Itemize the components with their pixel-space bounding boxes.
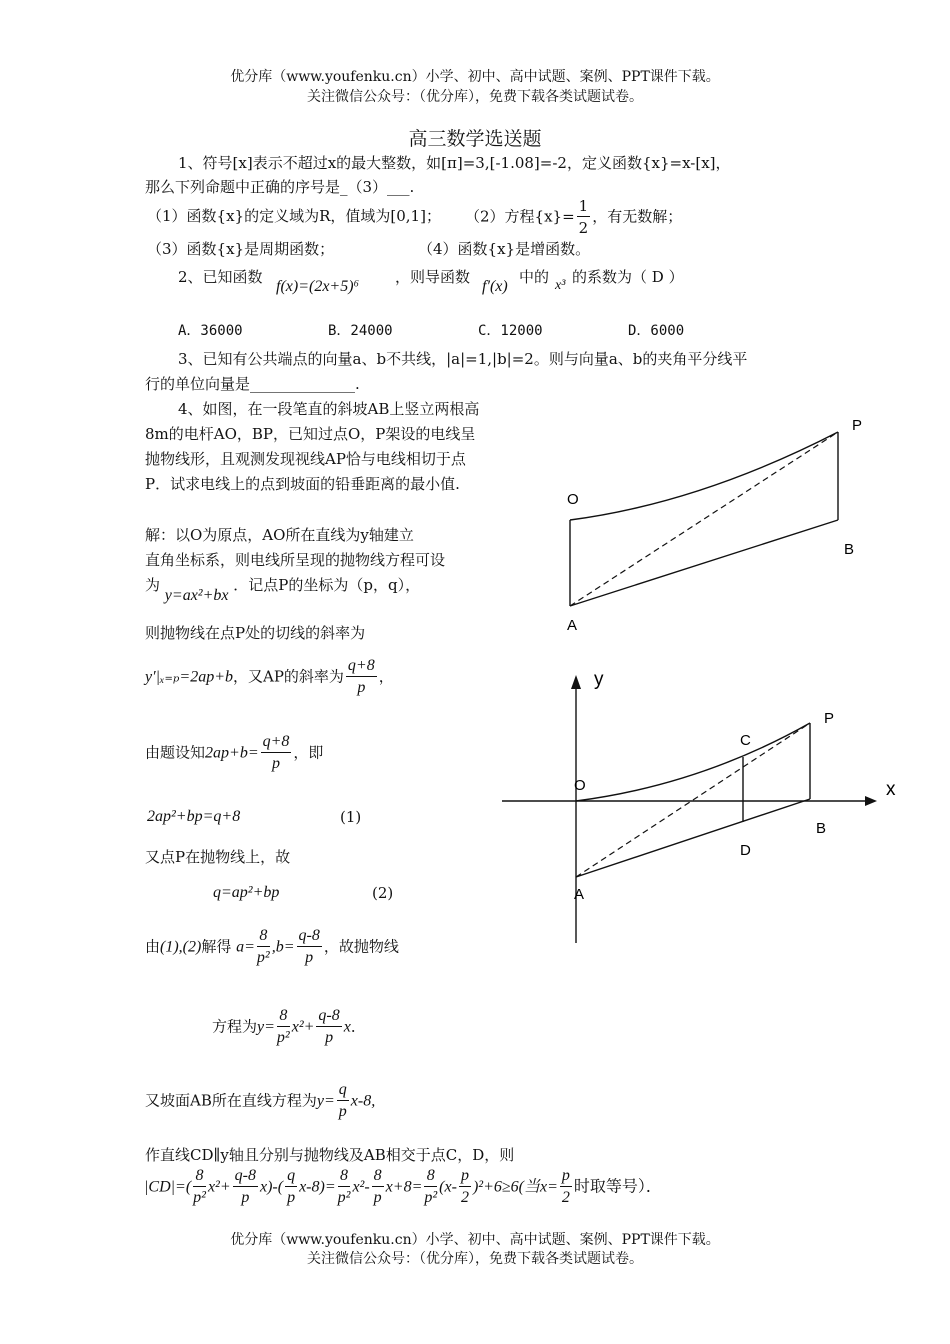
q2-choice-c: C．12000 (478, 323, 543, 339)
sol-term: x)-( (259, 1178, 284, 1196)
q4-line-4: P．试求电线上的点到坡面的铅垂距离的最小值. (145, 475, 460, 493)
sol-line-5 (145, 656, 394, 699)
y-axis-arrow-icon (571, 675, 581, 689)
header-line-2: 关注微信公众号：（优分库），免费下载各类试题试卷。 (307, 89, 643, 105)
numerator: 8 (424, 1166, 437, 1187)
denominator: 2 (561, 1189, 570, 1206)
sol-line-5-post: ， (378, 667, 394, 686)
denominator: p² (337, 1189, 351, 1206)
segment-ap-dashed (576, 723, 810, 877)
numerator: p (560, 1166, 572, 1187)
sol-eq-y: y= (257, 1018, 275, 1036)
denominator: p² (193, 1189, 206, 1206)
sol-ref: (1),(2) (160, 938, 202, 956)
q2-choice-d: D．6000 (628, 323, 685, 339)
sol-line-5-mid: ，又AP的斜率为 (232, 667, 344, 686)
denominator: 2 (460, 1189, 469, 1206)
sol-line-12 (145, 1080, 375, 1123)
fraction (560, 1166, 572, 1209)
q4-line-3: 抛物线形，且观测发现视线AP恰与电线相切于点 (145, 450, 466, 468)
label-b: B (816, 820, 827, 837)
fraction (346, 656, 377, 699)
page-title: 高三数学选送题 (408, 128, 542, 150)
label-a: A (567, 617, 578, 634)
numerator: q-8 (233, 1166, 258, 1187)
sol-line-12-pre: 又坡面AB所在直线方程为 (145, 1091, 317, 1110)
fraction (261, 732, 292, 775)
denominator: p (241, 1189, 250, 1206)
sol-line-6-pre: 由题设知 (145, 743, 206, 762)
sol-term: x²+ (291, 1018, 315, 1036)
q1-option-4: （4）函数{x}是增函数。 (418, 240, 591, 258)
numerator: q+8 (346, 656, 377, 677)
sol-eq-parabola: y=ax²+bx (164, 587, 229, 604)
sol-line-10-post: ，故抛物线 (323, 937, 399, 956)
sol-line-3-post: ．记点P的坐标为（p，q）， (233, 576, 421, 594)
q3-line-1: 3、已知有公共端点的向量a、b不共线，|a|=1,|b|=2。则与向量a、b的夹角平分线平 (178, 350, 748, 368)
sol-term: x+8= (385, 1178, 423, 1196)
sol-line-3 (145, 574, 421, 604)
fraction (297, 926, 322, 969)
sol-line-13: 作直线CD∥y轴且分别与抛物线及AB相交于点C，D，则 (145, 1146, 515, 1164)
label-d: D (740, 842, 751, 859)
header-line-1: 优分库（www.youfenku.cn）小学、初中、高中试题、案例、PPT课件下载。 (230, 69, 720, 85)
q2-choice-b: B．24000 (328, 323, 393, 339)
q1-line-1: 1、符号[x]表示不超过x的最大整数，如[π]=3,[-1.08]=-2，定义函数{x}=x-[x]， (178, 154, 731, 172)
numerator: 8 (193, 1166, 206, 1187)
sol-line-2: 直角坐标系，则电线所呈现的抛物线方程可设 (145, 551, 446, 569)
label-c: C (740, 732, 751, 749)
q1-option-3: （3）函数{x}是周期函数； (147, 240, 335, 258)
fraction (233, 1166, 258, 1209)
segment-ab (576, 799, 810, 877)
sol-line-10 (145, 926, 399, 969)
fraction (285, 1166, 297, 1209)
sol-line-8: 又点P在抛物线上，故 (145, 848, 291, 866)
sol-eq-1: 2ap²+bp=q+8 (147, 808, 241, 825)
q1-option-2 (465, 196, 682, 239)
q2-prefix: 2、已知函数 (178, 268, 263, 286)
sol-eq-1-tag: (1) (340, 808, 362, 826)
denominator: p² (424, 1189, 438, 1206)
q1-option-1: （1）函数{x}的定义域为R，值域为[0,1]； (147, 207, 441, 225)
q2-mid2: 中的 (519, 268, 550, 286)
label-p: P (852, 417, 863, 434)
fraction (577, 196, 591, 239)
sol-line-10-mid: 解得 (201, 937, 232, 956)
sol-term: |CD|=( (144, 1178, 192, 1196)
sol-eq-slope: y′|ₓ₌ₚ=2ap+b (145, 668, 233, 686)
q3-line-2: 行的单位向量是______________. (145, 375, 360, 393)
denominator: p (325, 1029, 334, 1046)
q1-option-2-tail: ，有无数解； (592, 207, 683, 226)
fraction (193, 1166, 206, 1209)
denominator: p (287, 1189, 296, 1206)
footer-line-1: 优分库（www.youfenku.cn）小学、初中、高中试题、案例、PPT课件下载。 (230, 1232, 720, 1248)
footer-line-2: 关注微信公众号：（优分库），免费下载各类试题试卷。 (307, 1251, 643, 1267)
slope-ab (570, 520, 838, 606)
q2-power: x³ (555, 278, 566, 293)
fraction (424, 1166, 437, 1209)
sol-term: 时取等号）． (573, 1178, 662, 1196)
numerator: p (459, 1166, 471, 1187)
denominator: p (305, 949, 314, 966)
sol-line-6 (145, 732, 323, 775)
label-x: x (886, 779, 896, 800)
sol-line-1: 解：以O为原点，AO所在直线为y轴建立 (145, 526, 414, 544)
q2-derivative: f′(x) (482, 278, 508, 295)
q1-option-2-text: （2）方程{x}= (465, 207, 575, 226)
sol-term: x²- (352, 1178, 370, 1196)
fraction (277, 1006, 290, 1049)
sol-line-10-pre: 由 (145, 937, 161, 956)
label-p: P (824, 710, 835, 727)
q1-line-2: 那么下列命题中正确的序号是_（3）___. (145, 178, 415, 196)
parabola-curve (576, 723, 810, 801)
denominator: p (357, 679, 366, 696)
q2-choice-a: A．36000 (178, 323, 243, 339)
q2-function: f(x)=(2x+5)⁶ (276, 278, 360, 295)
denominator: p (338, 1103, 347, 1120)
denominator: p² (276, 1029, 290, 1046)
fraction (337, 1080, 349, 1123)
sol-eq-2: q=ap²+bp (213, 884, 280, 901)
coordinate-figure (500, 665, 910, 950)
sol-line-6-post: ，即 (293, 743, 324, 762)
q4-line-2: 8m的电杆AO，BP，已知过点O，P架设的电线呈 (145, 425, 476, 443)
sol-line-3-pre: 为 (145, 576, 161, 594)
sol-term: )²+6≥6(当x= (472, 1178, 558, 1196)
q4-line-1: 4、如图，在一段笔直的斜坡AB上竖立两根高 (178, 400, 480, 418)
label-a: A (574, 886, 585, 903)
numerator: 8 (257, 926, 270, 947)
sightline-ap (570, 432, 838, 606)
sol-line-4: 则抛物线在点P处的切线的斜率为 (145, 624, 366, 642)
x-axis-arrow-icon (865, 796, 877, 806)
sol-line-11-post: ． (350, 1017, 366, 1036)
numerator: 8 (338, 1166, 351, 1187)
fraction (257, 926, 270, 969)
sol-eq-2-tag: (2) (372, 884, 394, 902)
label-b: B (844, 541, 855, 558)
denominator: p (272, 755, 280, 772)
numerator: q-8 (316, 1006, 341, 1027)
numerator: 8 (372, 1166, 384, 1187)
sol-term: x-8, (350, 1092, 376, 1110)
q2-mid: ，则导函数 (395, 268, 471, 286)
label-o: O (574, 777, 586, 794)
denominator: p (373, 1189, 382, 1206)
sol-term: (x- (439, 1178, 457, 1196)
numerator: q-8 (297, 926, 322, 947)
sol-line-14 (144, 1166, 662, 1209)
sol-line-11-pre: 方程为 (212, 1017, 258, 1036)
fraction (338, 1166, 351, 1209)
sol-eq-condition: 2ap+b= (205, 744, 259, 762)
denominator: p² (256, 949, 270, 966)
sol-eq-y: y= (316, 1092, 335, 1110)
sol-b-eq: ,b= (271, 938, 295, 956)
numerator: q (337, 1080, 349, 1101)
numerator: q+8 (261, 732, 292, 753)
sol-term: x²+ (207, 1178, 231, 1196)
fraction (372, 1166, 384, 1209)
wire-curve (570, 432, 838, 520)
label-o: O (567, 491, 579, 508)
sol-term: x-8)= (299, 1178, 336, 1196)
fraction (316, 1006, 341, 1049)
label-y: y (594, 669, 604, 690)
numerator: q (285, 1166, 297, 1187)
fraction (459, 1166, 471, 1209)
numerator: 8 (277, 1006, 290, 1027)
q2-suffix: 的系数为（ D ） (572, 268, 684, 286)
sol-a-eq: a= (236, 938, 255, 956)
slope-figure (540, 408, 870, 638)
sol-line-11 (212, 1006, 366, 1049)
numerator: 1 (578, 197, 589, 215)
denominator: 2 (578, 219, 589, 237)
sol-term: x (343, 1018, 351, 1036)
